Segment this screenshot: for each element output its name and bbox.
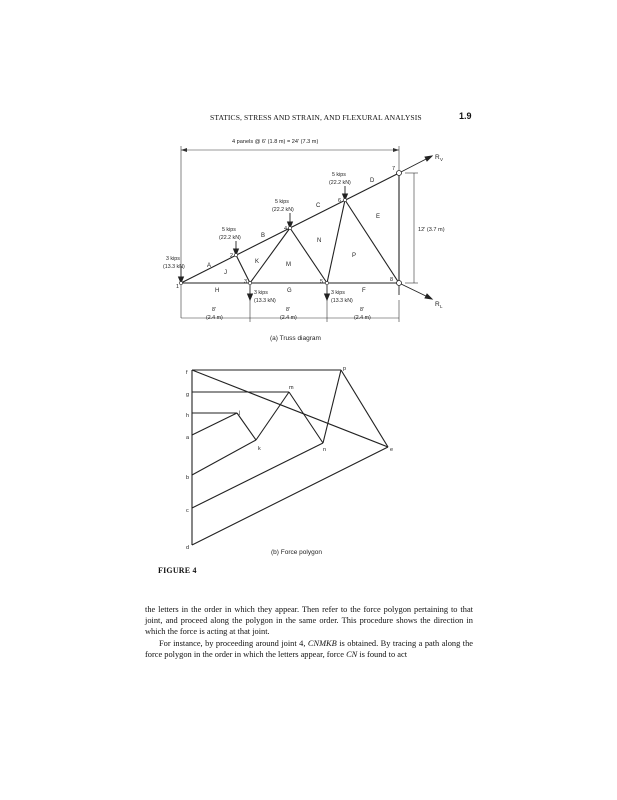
figure-label: FIGURE 4 [158,566,197,575]
space-letter: C [316,203,321,209]
reaction-sub-left: L [440,304,443,309]
polygon-point: c [186,508,189,514]
joint-label: 8 [390,277,394,283]
polygon-point: j [239,410,241,416]
polygon-caption: (b) Force polygon [271,549,322,556]
web-5-6 [327,200,345,283]
truss-diagram [0,0,617,360]
space-letter: E [376,214,381,220]
bottom-load-kn: (13.3 kN) [331,298,353,304]
space-letter: A [207,263,212,269]
load-kn: (13.3 kN) [163,264,185,270]
span-dimension: 4 panels @ 6' (1.8 m) = 24' (7.3 m) [232,139,319,145]
panel-dim-m: (2.4 m) [354,315,371,321]
panel-dim-ft: 8' [360,307,364,313]
load-kips: 5 kips [332,172,346,178]
paragraph: the letters in the order in which they appear. Then refer to the force polygon pertaining to that joint, and proceed along the polygon in the same order. This procedure shows the direction in which the force is acting at that joint. [145,605,473,637]
page-number: 1.9 [459,111,472,121]
joint-label: 2 [230,253,234,259]
reaction-sub-vertical: V [440,157,444,162]
panel-dim-m: (2.4 m) [206,315,223,321]
joint-label: 4 [284,226,288,232]
space-letter: J [224,270,227,276]
space-letter: H [215,288,220,294]
load-kn: (22.2 kN) [272,207,294,213]
space-letter: D [370,178,375,184]
space-letter: P [352,253,357,259]
bottom-load-kips: 3 kips [254,290,268,296]
load-kn: (22.2 kN) [329,180,351,186]
space-letter: F [362,288,366,294]
space-letter: B [261,233,266,239]
force-polygon [0,360,617,560]
space-letter: K [255,259,260,265]
load-kips: 5 kips [222,227,236,233]
reaction-label-left: R [435,301,440,308]
running-header: STATICS, STRESS AND STRAIN, AND FLEXURAL ANALYSIS [210,113,422,122]
polygon-point: h [186,413,190,419]
panel-dim-ft: 8' [286,307,290,313]
joint-label: 1 [176,284,180,290]
joint-label: 6 [338,198,342,204]
polygon-point: a [186,435,190,441]
joint-label: 7 [392,166,396,172]
load-kips: 3 kips [166,256,180,262]
panel-dim-ft: 8' [212,307,216,313]
reaction-label-vertical: R [435,154,440,161]
truss-caption: (a) Truss diagram [270,335,321,342]
bottom-load-kn: (13.3 kN) [254,298,276,304]
space-letter: G [287,288,292,294]
height-dimension: 12' (3.7 m) [418,227,445,233]
space-letter: M [286,262,291,268]
polygon-point: b [186,475,190,481]
web-4-5 [290,228,327,283]
web-2-3 [236,255,250,283]
web-3-4 [250,228,290,283]
body-text [145,604,473,660]
paragraph: For instance, by proceeding around joint 4, CNMKB is obtained. By tracing a path along the force polygon in the order in which the letters appear, force CN is found to act [145,638,474,659]
panel-dim-m: (2.4 m) [280,315,297,321]
polygon-point: d [186,545,190,551]
joint-label: 5 [320,279,324,285]
polygon-point: e [390,447,394,453]
polygon-point: m [289,385,294,391]
bottom-load-kips: 3 kips [331,290,345,296]
load-kips: 5 kips [275,199,289,205]
space-letter: N [317,238,322,244]
joint-label: 3 [244,279,248,285]
polygon-point: k [258,446,261,452]
polygon-point: g [186,392,190,398]
polygon-point: f [186,370,188,376]
polygon-point: n [323,447,327,453]
polygon-point: p [343,366,347,372]
load-kn: (22.2 kN) [219,235,241,241]
web-6-8 [345,200,399,283]
